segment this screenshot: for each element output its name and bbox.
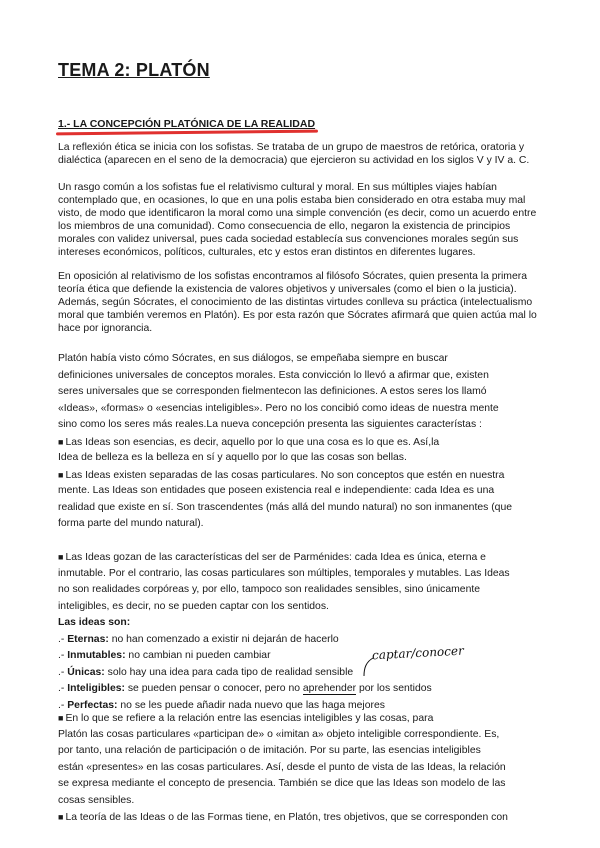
item-desc: solo hay una idea para cada tipo de realidad sensible: [104, 666, 354, 678]
ideas-list-item: [58, 648, 548, 665]
text-line: están «presentes» en las cosas particulares. Así, desde el punto de vista de las Ideas, la relación: [58, 761, 506, 773]
bullet-line: [58, 467, 548, 484]
item-prefix: .-: [58, 633, 68, 645]
text-line: [58, 533, 548, 550]
paragraph-text: La reflexión ética se inicia con los sofistas. Se trataba de un grupo de maestros de retórica, oratoria y dialéctica (aparecen en el seno de la democracia) que ejercieron su actividad en los siglos V y IV a. C.: [58, 142, 530, 166]
text-line: seres universales que se corresponden fielmentecon las definiciones. A estos seres los llamó: [58, 386, 487, 397]
bullet-line: [58, 549, 548, 566]
ideas-list-item: [58, 665, 548, 682]
text-line: Idea de belleza es la belleza en sí y aquello por lo que las cosas son bellas.: [58, 452, 407, 463]
item-desc: no cambian ni pueden cambiar: [125, 650, 271, 661]
text-line: cosas sensibles.: [58, 794, 135, 806]
square-bullet-icon: ■: [58, 713, 64, 723]
item-desc: por los sentidos: [356, 683, 432, 694]
paragraph-sofistas-intro: [58, 141, 548, 167]
item-term: Inteligibles:: [67, 683, 125, 694]
bullet-line: [58, 434, 548, 451]
paragraph-socrates: [58, 270, 548, 335]
text-line: «Ideas», «formas» o «esencias inteligibles». Pero no los concibió como ideas de nuestra mente: [58, 402, 499, 414]
text-line: se expresa mediante el concepto de presencia. También se dice que las Ideas son modelo de las: [58, 778, 506, 789]
section-heading-wrapper: [58, 114, 315, 132]
text-line: realidad que existe en sí. Son trascendentes (más allá del mundo natural) no son inmanentes (que: [58, 501, 512, 513]
underlined-word: aprehender: [302, 683, 357, 694]
section-heading-text: 1.- LA CONCEPCIÓN PLATÓNICA DE LA REALIDAD: [58, 118, 316, 130]
paragraph-text: En oposición al relativismo de los sofistas encontramos al filósofo Sócrates, quien presenta la primera teoría ética que defiende la existencia de valores objetivos y universales (como el bien o la justicia). Además, según Sócrates, el conocimiento de las distintas virtudes conlleva su práctica (intelectualismo moral que también veremos en Platón). Es por esta razón que Sócrates afirmará que quien actúa mal lo hace por ignorancia.: [58, 271, 537, 334]
item-desc: no se les puede añadir nada nuevo que las haga mejores: [117, 699, 385, 711]
item-prefix: .-: [58, 666, 68, 678]
handwritten-arrow-icon: [360, 656, 376, 678]
item-term: Perfectas:: [67, 699, 118, 711]
platon-block: [58, 351, 548, 714]
text-line: por tanto, una relación de participación o de imitación. Por su parte, las esencias inteligibles: [58, 745, 481, 756]
bullet-text: Las Ideas existen separadas de las cosas particulares. No son conceptos que estén en nuestra: [65, 469, 505, 481]
bullet-line: [58, 710, 548, 727]
square-bullet-icon: ■: [58, 812, 64, 822]
highlighter-mark: [56, 130, 318, 136]
text-line: mente. Las Ideas son entidades que poseen existencia real e independiente: cada Idea es una: [58, 485, 495, 496]
item-desc: no han comenzado a existir ni dejarán de hacerlo: [108, 633, 339, 645]
text-line: no son realidades corpóreas y, por ello, tampoco son realidades sensibles, sino únicamente: [58, 584, 481, 595]
item-term: Inmutables:: [67, 650, 126, 661]
ideas-list-item: [58, 681, 548, 698]
bullet-text: En lo que se refiere a la relación entre las esencias inteligibles y las cosas, para: [65, 713, 434, 724]
text-line: definiciones universales de conceptos morales. Esta convicción lo llevó a afirmar que, existen: [58, 369, 489, 381]
text-line: sino como los seres más reales.La nueva concepción presenta las siguientes característas :: [58, 419, 482, 430]
bullet-text: Las Ideas gozan de las características del ser de Parménides: cada Idea es única, eterna e: [65, 552, 486, 563]
ideas-list-item: [58, 632, 548, 649]
item-prefix: .-: [58, 699, 68, 711]
paragraph-text: Un rasgo común a los sofistas fue el relativismo cultural y moral. En sus múltiples viajes habían contemplado que, en ocasiones, lo que en una polis estaba bien considerado en otra estaba muy mal visto, de modo que identificaron la moral como una simple convención (es decir, como un acuerdo entre los miembros de una comunidad). Como consecuencia de ello, negaron la existencia de principios morales con validez universal, pues cada sociedad establecía sus convenciones morales según sus intereses económicos, políticos, culturales, etc y estos eran distintos en diferentes lugares.: [58, 182, 537, 258]
text-line: inteligibles, es decir, no se pueden captar con los sentidos.: [58, 600, 329, 612]
item-prefix: .-: [58, 650, 68, 661]
square-bullet-icon: ■: [58, 436, 64, 447]
text-line: inmutable. Por el contrario, las cosas particulares son múltiples, temporales y mutables. Las Ideas: [58, 567, 510, 579]
handwritten-note: captar/conocer: [371, 643, 465, 663]
item-desc: se pueden pensar o conocer, pero no: [124, 683, 303, 694]
item-term: Únicas:: [67, 666, 105, 678]
section-heading: [58, 118, 315, 131]
paragraph-relativismo: [58, 181, 548, 259]
square-bullet-icon: ■: [58, 469, 64, 480]
text-line: forma parte del mundo natural).: [58, 518, 204, 529]
item-prefix: .-: [58, 683, 68, 694]
item-term: Eternas:: [67, 633, 109, 645]
text-line: Platón las cosas particulares «participan de» o «imitan a» objeto inteligible correspondiente. Es,: [58, 728, 500, 740]
ideas-heading: Las ideas son:: [58, 617, 131, 628]
text-line: Platón había visto cómo Sócrates, en sus diálogos, se empeñaba siempre en buscar: [58, 353, 448, 364]
bullet-text: Las Ideas son esencias, es decir, aquello por lo que una cosa es lo que es. Así,la: [65, 436, 440, 448]
page-title: TEMA 2: PLATÓN: [58, 60, 210, 80]
relation-block: [58, 710, 548, 826]
square-bullet-icon: ■: [58, 552, 64, 562]
bullet-line: [58, 809, 548, 826]
bullet-text: La teoría de las Ideas o de las Formas tiene, en Platón, tres objetivos, que se corresponden con: [65, 812, 508, 823]
